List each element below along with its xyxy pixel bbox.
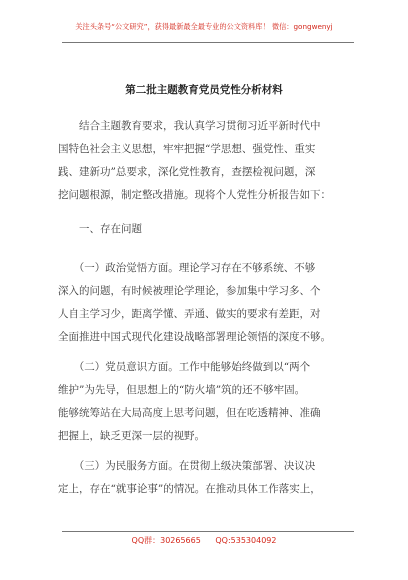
- text-line: 挖问题根源，制定整改措施。现将个人党性分析报告如下：: [58, 189, 331, 201]
- document-title: 第二批主题教育党员党性分析材料: [125, 84, 283, 96]
- text-line: 维护”为先导，但思想上的“防火墙”筑的还不够牢固。: [58, 384, 306, 396]
- text-line: 深入的问题，有时候被理论学理论，参加集中学习多、个: [58, 285, 321, 297]
- qq-label: QQ:535304092: [215, 536, 277, 545]
- text-line: 定上，存在“就事论事”的情况。在推动具体工作落实上，: [58, 483, 321, 495]
- header-divider: [62, 42, 354, 43]
- paragraph-party-awareness: [58, 356, 358, 448]
- watermark-footer: [0, 535, 408, 546]
- text-line: 一、存在问题: [58, 223, 142, 235]
- text-line: 结合主题教育要求，我认真学习贯彻习近平新时代中: [58, 120, 321, 132]
- footer-divider: [62, 531, 354, 532]
- text-line: 把握上，缺乏更深一层的视野。: [58, 430, 205, 442]
- paragraph-political: [58, 257, 358, 349]
- text-line: 人自主学习少，距离学懂、弄通、做实的要求有差距，对: [58, 308, 321, 320]
- text-line: （一）政治觉悟方面。理论学习存在不够系统、不够: [58, 262, 316, 274]
- watermark-header: 关注头条号“公文研究”，获得最新最全最专业的公文资料库！ 微信：gongwenyj: [75, 22, 333, 31]
- text-line: 践、建新功”总要求，深化党性教育，查摆检视问题，深: [58, 166, 316, 178]
- qq-group-label: QQ群：30265665: [131, 536, 201, 545]
- text-line: 国特色社会主义思想，牢牢把握“学思想、强党性、重实: [58, 143, 316, 155]
- intro-paragraph: [58, 115, 358, 207]
- section-heading: [58, 218, 358, 241]
- text-line: （二）党员意识方面。工作中能够始终做到以“两个: [58, 361, 311, 373]
- text-line: 全面推进中国式现代化建设战略部署理论领悟的深度不够。: [58, 331, 331, 343]
- text-line: 能够统筹站在大局高度上思考问题，但在吃透精神、准确: [58, 407, 321, 419]
- text-line: （三）为民服务方面。在贯彻上级决策部署、决议决: [58, 460, 316, 472]
- paragraph-public-service: [58, 455, 358, 501]
